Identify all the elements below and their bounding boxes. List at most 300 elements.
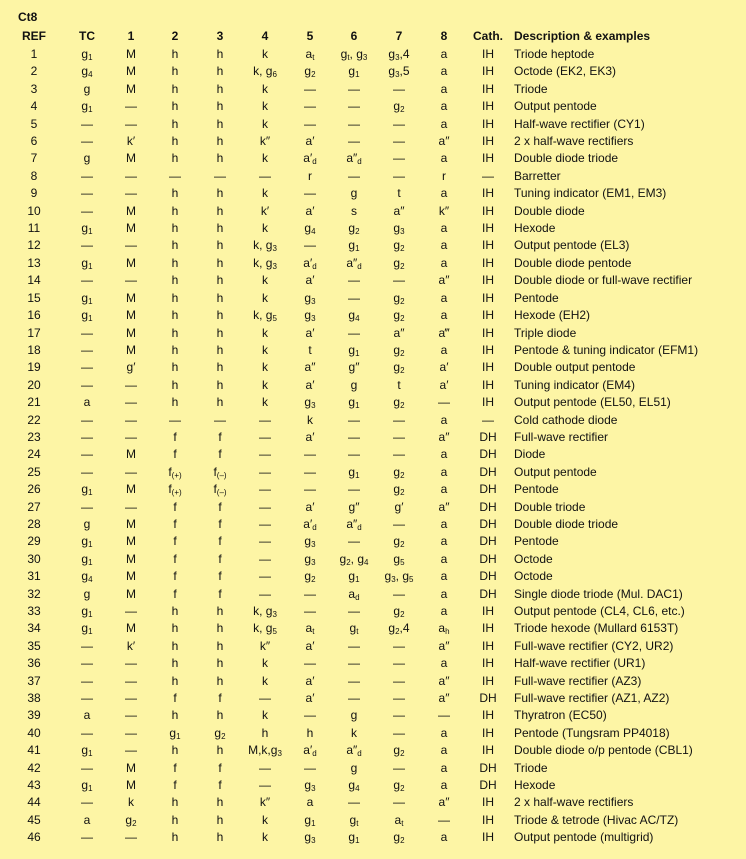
table-cell: — (393, 81, 405, 96)
table-cell: h (171, 47, 179, 61)
table-cell: $g_1$ (169, 725, 181, 741)
table-cell: h (216, 656, 224, 671)
table-cell: $a_t$ (394, 812, 404, 828)
table-cell: h (171, 203, 179, 218)
table-cell: $g_2$ (393, 290, 405, 306)
table-cell: IH (482, 99, 494, 114)
table-row (4, 638, 746, 655)
description-cell: Triode (514, 81, 548, 96)
column-header: 5 (306, 29, 314, 43)
pinout-table (4, 27, 746, 847)
table-cell: — (81, 325, 93, 340)
table-cell: a (440, 482, 448, 497)
table-cell: h (171, 273, 179, 288)
table-cell: a (83, 708, 91, 723)
ref-cell: 34 (27, 621, 41, 636)
table-cell: h (216, 99, 224, 114)
table-row (4, 725, 746, 742)
description-cell: Triode & tetrode (Hivac AC/TZ) (514, 812, 679, 827)
table-row (4, 568, 746, 585)
table-cell: — (348, 99, 360, 114)
table-cell: $g_2$ (393, 99, 405, 115)
table-cell: $a''_d$ (346, 255, 362, 271)
table-cell: $a_h$ (438, 621, 450, 637)
table-cell: — (81, 273, 93, 288)
table-cell: IH (482, 47, 494, 61)
table-cell: $g_1$ (348, 64, 360, 80)
table-cell: $g_1$ (81, 778, 93, 794)
ref-cell: 11 (27, 221, 41, 236)
table-cell: — (393, 691, 405, 706)
table-cell: a (440, 830, 448, 845)
table-cell: $g_3,4$ (388, 47, 410, 62)
table-cell: — (81, 412, 93, 427)
table-cell: $a''_d$ (346, 743, 362, 759)
table-cell: a″ (304, 360, 316, 375)
column-header: REF (22, 29, 46, 43)
table-cell: a (306, 795, 314, 810)
table-cell: g (83, 516, 91, 531)
table-cell: g″ (348, 499, 360, 514)
table-cell: h (216, 830, 224, 845)
table-cell: — (259, 168, 271, 183)
table-cell: M (126, 586, 136, 601)
table-cell: $g_3$ (304, 534, 316, 550)
table-cell: h (261, 725, 269, 740)
table-cell: k (262, 116, 268, 131)
table-cell: $g_4$ (304, 221, 316, 237)
table-cell: k (262, 656, 268, 671)
table-cell: — (259, 586, 271, 601)
table-cell: a (83, 395, 91, 410)
table-cell: IH (482, 708, 494, 723)
description-cell: Octode (514, 551, 553, 566)
table-cell: a″ (438, 273, 450, 288)
table-cell: a′ (305, 638, 315, 653)
table-cell: a (440, 447, 448, 462)
description-cell: Cold cathode diode (514, 412, 618, 427)
table-cell: $g_3$, $g_5$ (384, 569, 414, 585)
table-cell: $f_{(-)}$ (213, 482, 227, 498)
table-cell: g (350, 708, 358, 723)
table-cell: $g_t$ (349, 621, 359, 637)
table-cell: h (216, 325, 224, 340)
table-cell: k (262, 325, 268, 340)
ref-cell: 36 (27, 656, 41, 671)
table-cell: h (216, 255, 224, 270)
table-cell: $g_2$ (304, 64, 316, 80)
table-cell: — (348, 638, 360, 653)
table-cell: a‴ (438, 325, 450, 340)
table-cell: — (81, 656, 93, 671)
table-row (4, 220, 746, 237)
table-cell: $g_2$ (393, 238, 405, 254)
table-cell: a (440, 760, 448, 775)
table-cell: f (218, 447, 222, 462)
table-cell: — (125, 499, 137, 514)
table-cell: — (259, 534, 271, 549)
table-cell: $g_4$ (81, 64, 93, 80)
table-cell: f (173, 691, 177, 706)
ref-cell: 40 (27, 725, 41, 740)
table-cell: — (393, 273, 405, 288)
table-cell: — (393, 638, 405, 653)
table-cell: IH (482, 795, 494, 810)
table-cell: — (81, 342, 93, 357)
table-cell: f (218, 778, 222, 793)
table-cell: f (173, 569, 177, 584)
ref-cell: 37 (27, 673, 41, 688)
table-cell: t (397, 186, 401, 201)
table-cell: f (218, 691, 222, 706)
table-cell: h (171, 186, 179, 201)
table-cell: $a'_d$ (303, 255, 317, 271)
table-row (4, 412, 746, 429)
description-cell: Hexode (514, 778, 556, 793)
table-cell: DH (479, 691, 497, 706)
description-cell: Pentode (514, 290, 559, 305)
table-cell: — (304, 586, 316, 601)
table-row (4, 237, 746, 254)
table-cell: $g_1$ (81, 604, 93, 619)
table-cell: g (83, 81, 91, 96)
table-cell: $g_3$ (304, 830, 316, 846)
table-cell: DH (479, 569, 497, 584)
table-cell: k (262, 708, 268, 723)
table-cell: IH (482, 604, 494, 618)
table-cell: k (262, 830, 268, 845)
table-cell: IH (482, 116, 494, 131)
table-cell: $g_1$ (81, 482, 93, 498)
table-cell: k, $g_3$ (253, 255, 277, 271)
table-row (4, 272, 746, 289)
table-row (4, 586, 746, 603)
table-cell: $g_4$ (348, 308, 360, 324)
table-cell: a″ (438, 673, 450, 688)
table-cell: h (171, 325, 179, 340)
table-row (4, 620, 746, 637)
table-cell: h (216, 273, 224, 288)
table-cell: IH (482, 812, 494, 827)
table-cell: h (171, 308, 179, 323)
table-cell: h (216, 360, 224, 375)
table-cell: $g_2$ (393, 342, 405, 358)
description-cell: Full-wave rectifier (AZ3) (514, 673, 642, 688)
table-cell: a′ (305, 134, 315, 149)
table-cell: — (304, 81, 316, 96)
description-cell: Half-wave rectifier (CY1) (514, 116, 645, 131)
table-cell: k (262, 395, 268, 410)
description-cell: Tuning indicator (EM4) (514, 377, 635, 392)
table-cell: — (125, 273, 137, 288)
table-cell: h (216, 151, 224, 166)
table-cell: IH (482, 743, 494, 758)
table-cell: — (81, 447, 93, 462)
table-cell: h (216, 221, 224, 236)
table-cell: $a'_d$ (303, 743, 317, 759)
table-cell: h (171, 221, 179, 236)
column-header: 8 (440, 29, 448, 43)
ref-cell: 15 (27, 290, 41, 305)
table-cell: $g_1$ (348, 569, 360, 585)
table-row (4, 690, 746, 707)
ref-cell: 7 (30, 151, 38, 166)
ref-cell: 8 (30, 168, 38, 183)
table-cell: t (397, 377, 401, 392)
table-cell: h (171, 377, 179, 392)
table-cell: $a''_d$ (346, 151, 362, 167)
table-cell: k (262, 186, 268, 201)
table-cell: — (125, 673, 137, 688)
table-cell: IH (482, 325, 494, 340)
table-cell: a (440, 186, 448, 201)
table-cell: $f_{(+)}$ (168, 482, 182, 498)
table-cell: a (440, 47, 448, 61)
column-header: Cath. (473, 29, 503, 43)
table-row (4, 377, 746, 394)
table-cell: — (348, 673, 360, 688)
table-cell: $g_2$ (304, 569, 316, 585)
table-cell: a″ (438, 795, 450, 810)
table-row (4, 394, 746, 411)
table-cell: $M,k,g_3$ (248, 743, 282, 759)
table-cell: $g_t$, $g_3$ (340, 47, 368, 62)
table-cell: h (216, 795, 224, 810)
table-cell: h (171, 134, 179, 149)
ref-cell: 18 (27, 342, 41, 357)
table-row (4, 429, 746, 446)
description-cell: Triple diode (514, 325, 577, 340)
table-cell: a (440, 81, 448, 96)
table-cell: — (259, 760, 271, 775)
table-cell: — (304, 656, 316, 671)
table-cell: h (216, 238, 224, 253)
table-cell: a′ (305, 499, 315, 514)
table-row (4, 760, 746, 777)
table-cell: DH (479, 516, 497, 531)
table-cell: M (126, 621, 136, 636)
description-cell: Barretter (514, 168, 561, 183)
table-cell: M (126, 81, 136, 96)
table-cell: — (259, 516, 271, 531)
table-cell: — (81, 499, 93, 514)
table-cell: — (259, 482, 271, 497)
table-cell: M (126, 151, 136, 166)
table-cell: M (126, 447, 136, 462)
table-cell: $a_t$ (305, 621, 315, 637)
table-cell: — (169, 412, 181, 427)
table-cell: h (216, 604, 224, 618)
table-cell: — (393, 134, 405, 149)
table-cell: $g_1$ (348, 395, 360, 411)
description-cell: Double diode (514, 203, 585, 218)
ref-cell: 16 (27, 308, 41, 323)
table-cell: f (218, 499, 222, 514)
table-cell: — (125, 395, 137, 410)
table-cell: k, $g_3$ (253, 238, 277, 254)
table-cell: — (125, 116, 137, 131)
table-cell: h (216, 47, 224, 61)
table-cell: h (216, 290, 224, 305)
table-cell: h (216, 308, 224, 323)
table-row (4, 98, 746, 115)
table-cell: M (126, 778, 136, 793)
table-cell: g′ (394, 499, 404, 514)
table-row (4, 325, 746, 342)
ref-cell: 25 (27, 464, 41, 479)
table-cell: f (218, 760, 222, 775)
description-cell: Output pentode (514, 99, 597, 114)
table-cell: h (216, 708, 224, 723)
table-cell: h (216, 203, 224, 218)
description-cell: Octode (514, 569, 553, 584)
description-cell: Double diode pentode (514, 255, 632, 270)
table-row (4, 342, 746, 359)
description-cell: Hexode (514, 221, 556, 236)
table-cell: $g_2$ (393, 534, 405, 550)
table-cell: — (259, 499, 271, 514)
table-cell: IH (482, 238, 494, 253)
table-cell: t (308, 342, 312, 357)
description-cell: 2 x half-wave rectifiers (514, 134, 634, 149)
table-row (4, 812, 746, 829)
table-cell: $g_1$ (348, 342, 360, 358)
table-cell: IH (482, 673, 494, 688)
table-cell: DH (479, 429, 497, 444)
table-cell: g (83, 586, 91, 601)
table-cell: — (393, 168, 405, 183)
header-row (4, 27, 746, 46)
table-cell: IH (482, 151, 494, 166)
ref-cell: 38 (27, 691, 41, 706)
table-cell: k (262, 290, 268, 305)
table-cell: k (262, 47, 268, 61)
table-cell: f (173, 534, 177, 549)
description-cell: Output pentode (CL4, CL6, etc.) (514, 604, 685, 618)
table-cell: — (304, 238, 316, 253)
table-cell: — (304, 760, 316, 775)
table-cell: r (442, 168, 446, 183)
description-cell: Double output pentode (514, 360, 636, 375)
table-cell: f (218, 429, 222, 444)
description-cell: Full-wave rectifier (AZ1, AZ2) (514, 691, 670, 706)
ref-cell: 41 (27, 743, 41, 758)
ref-cell: 14 (27, 273, 41, 288)
table-cell: a (440, 342, 448, 357)
description-cell: Output pentode (multigrid) (514, 830, 654, 845)
table-cell: h (216, 134, 224, 149)
table-cell: M (126, 221, 136, 236)
table-row (4, 150, 746, 167)
table-cell: — (438, 708, 450, 723)
table-cell: — (81, 203, 93, 218)
table-cell: r (308, 168, 312, 183)
table-cell: DH (479, 499, 497, 514)
table-cell: — (393, 725, 405, 740)
table-cell: M (126, 482, 136, 497)
ref-cell: 3 (30, 81, 38, 96)
table-cell: — (348, 534, 360, 549)
description-cell: Double diode triode (514, 151, 619, 166)
description-cell: Output pentode (EL3) (514, 238, 630, 253)
table-cell: $g_3$ (393, 221, 405, 237)
table-cell: IH (482, 621, 494, 636)
table-row (4, 533, 746, 550)
table-cell: g (350, 186, 358, 201)
column-header: Description & examples (514, 29, 651, 43)
table-cell: — (348, 273, 360, 288)
table-cell: $g_2$ (348, 221, 360, 237)
column-header: 6 (350, 29, 358, 43)
table-cell: $g_2$, $g_4$ (339, 551, 369, 567)
table-cell: — (81, 377, 93, 392)
table-cell: — (81, 830, 93, 845)
description-cell: Thyratron (EC50) (514, 708, 607, 723)
table-cell: DH (479, 778, 497, 793)
ref-cell: 22 (27, 412, 41, 427)
table-cell: — (125, 743, 137, 758)
table-cell: $a_t$ (305, 47, 315, 62)
table-cell: — (393, 516, 405, 531)
description-cell: Hexode (EH2) (514, 308, 591, 323)
table-cell: — (348, 168, 360, 183)
table-cell: f (173, 778, 177, 793)
table-cell: h (171, 638, 179, 653)
table-cell: — (81, 186, 93, 201)
ref-cell: 21 (27, 395, 41, 410)
table-cell: $g_2$ (393, 743, 405, 759)
table-row (4, 185, 746, 202)
table-cell: a (440, 778, 448, 793)
table-cell: h (171, 656, 179, 671)
table-cell: — (125, 412, 137, 427)
table-cell: M (126, 308, 136, 323)
ref-cell: 24 (27, 447, 41, 462)
table-cell: IH (482, 395, 494, 410)
table-cell: h (171, 830, 179, 845)
table-cell: a′ (439, 377, 449, 392)
table-cell: $g_3$ (304, 308, 316, 324)
table-cell: f (218, 569, 222, 584)
table-cell: — (348, 81, 360, 96)
table-cell: k″ (259, 134, 271, 149)
table-cell: — (259, 569, 271, 584)
table-cell: — (81, 464, 93, 479)
table-cell: — (125, 99, 137, 114)
table-cell: $g_2$ (393, 830, 405, 846)
description-cell: Double triode (514, 499, 586, 514)
ref-cell: 10 (27, 203, 41, 218)
table-cell: — (259, 429, 271, 444)
table-cell: a′ (305, 273, 315, 288)
table-cell: h (171, 621, 179, 636)
table-cell: — (125, 168, 137, 183)
table-cell: k, $g_6$ (253, 64, 277, 80)
table-cell: g (350, 377, 358, 392)
table-cell: — (169, 168, 181, 183)
table-cell: a (440, 551, 448, 566)
table-cell: IH (482, 203, 494, 218)
description-cell: Full-wave rectifier (514, 429, 609, 444)
table-cell: — (81, 795, 93, 810)
table-cell: — (259, 447, 271, 462)
table-cell: h (216, 743, 224, 758)
column-header: 1 (127, 29, 135, 43)
ref-cell: 32 (27, 586, 41, 601)
table-cell: a (440, 656, 448, 671)
table-cell: k (262, 377, 268, 392)
description-cell: Double diode o/p pentode (CBL1) (514, 743, 693, 758)
